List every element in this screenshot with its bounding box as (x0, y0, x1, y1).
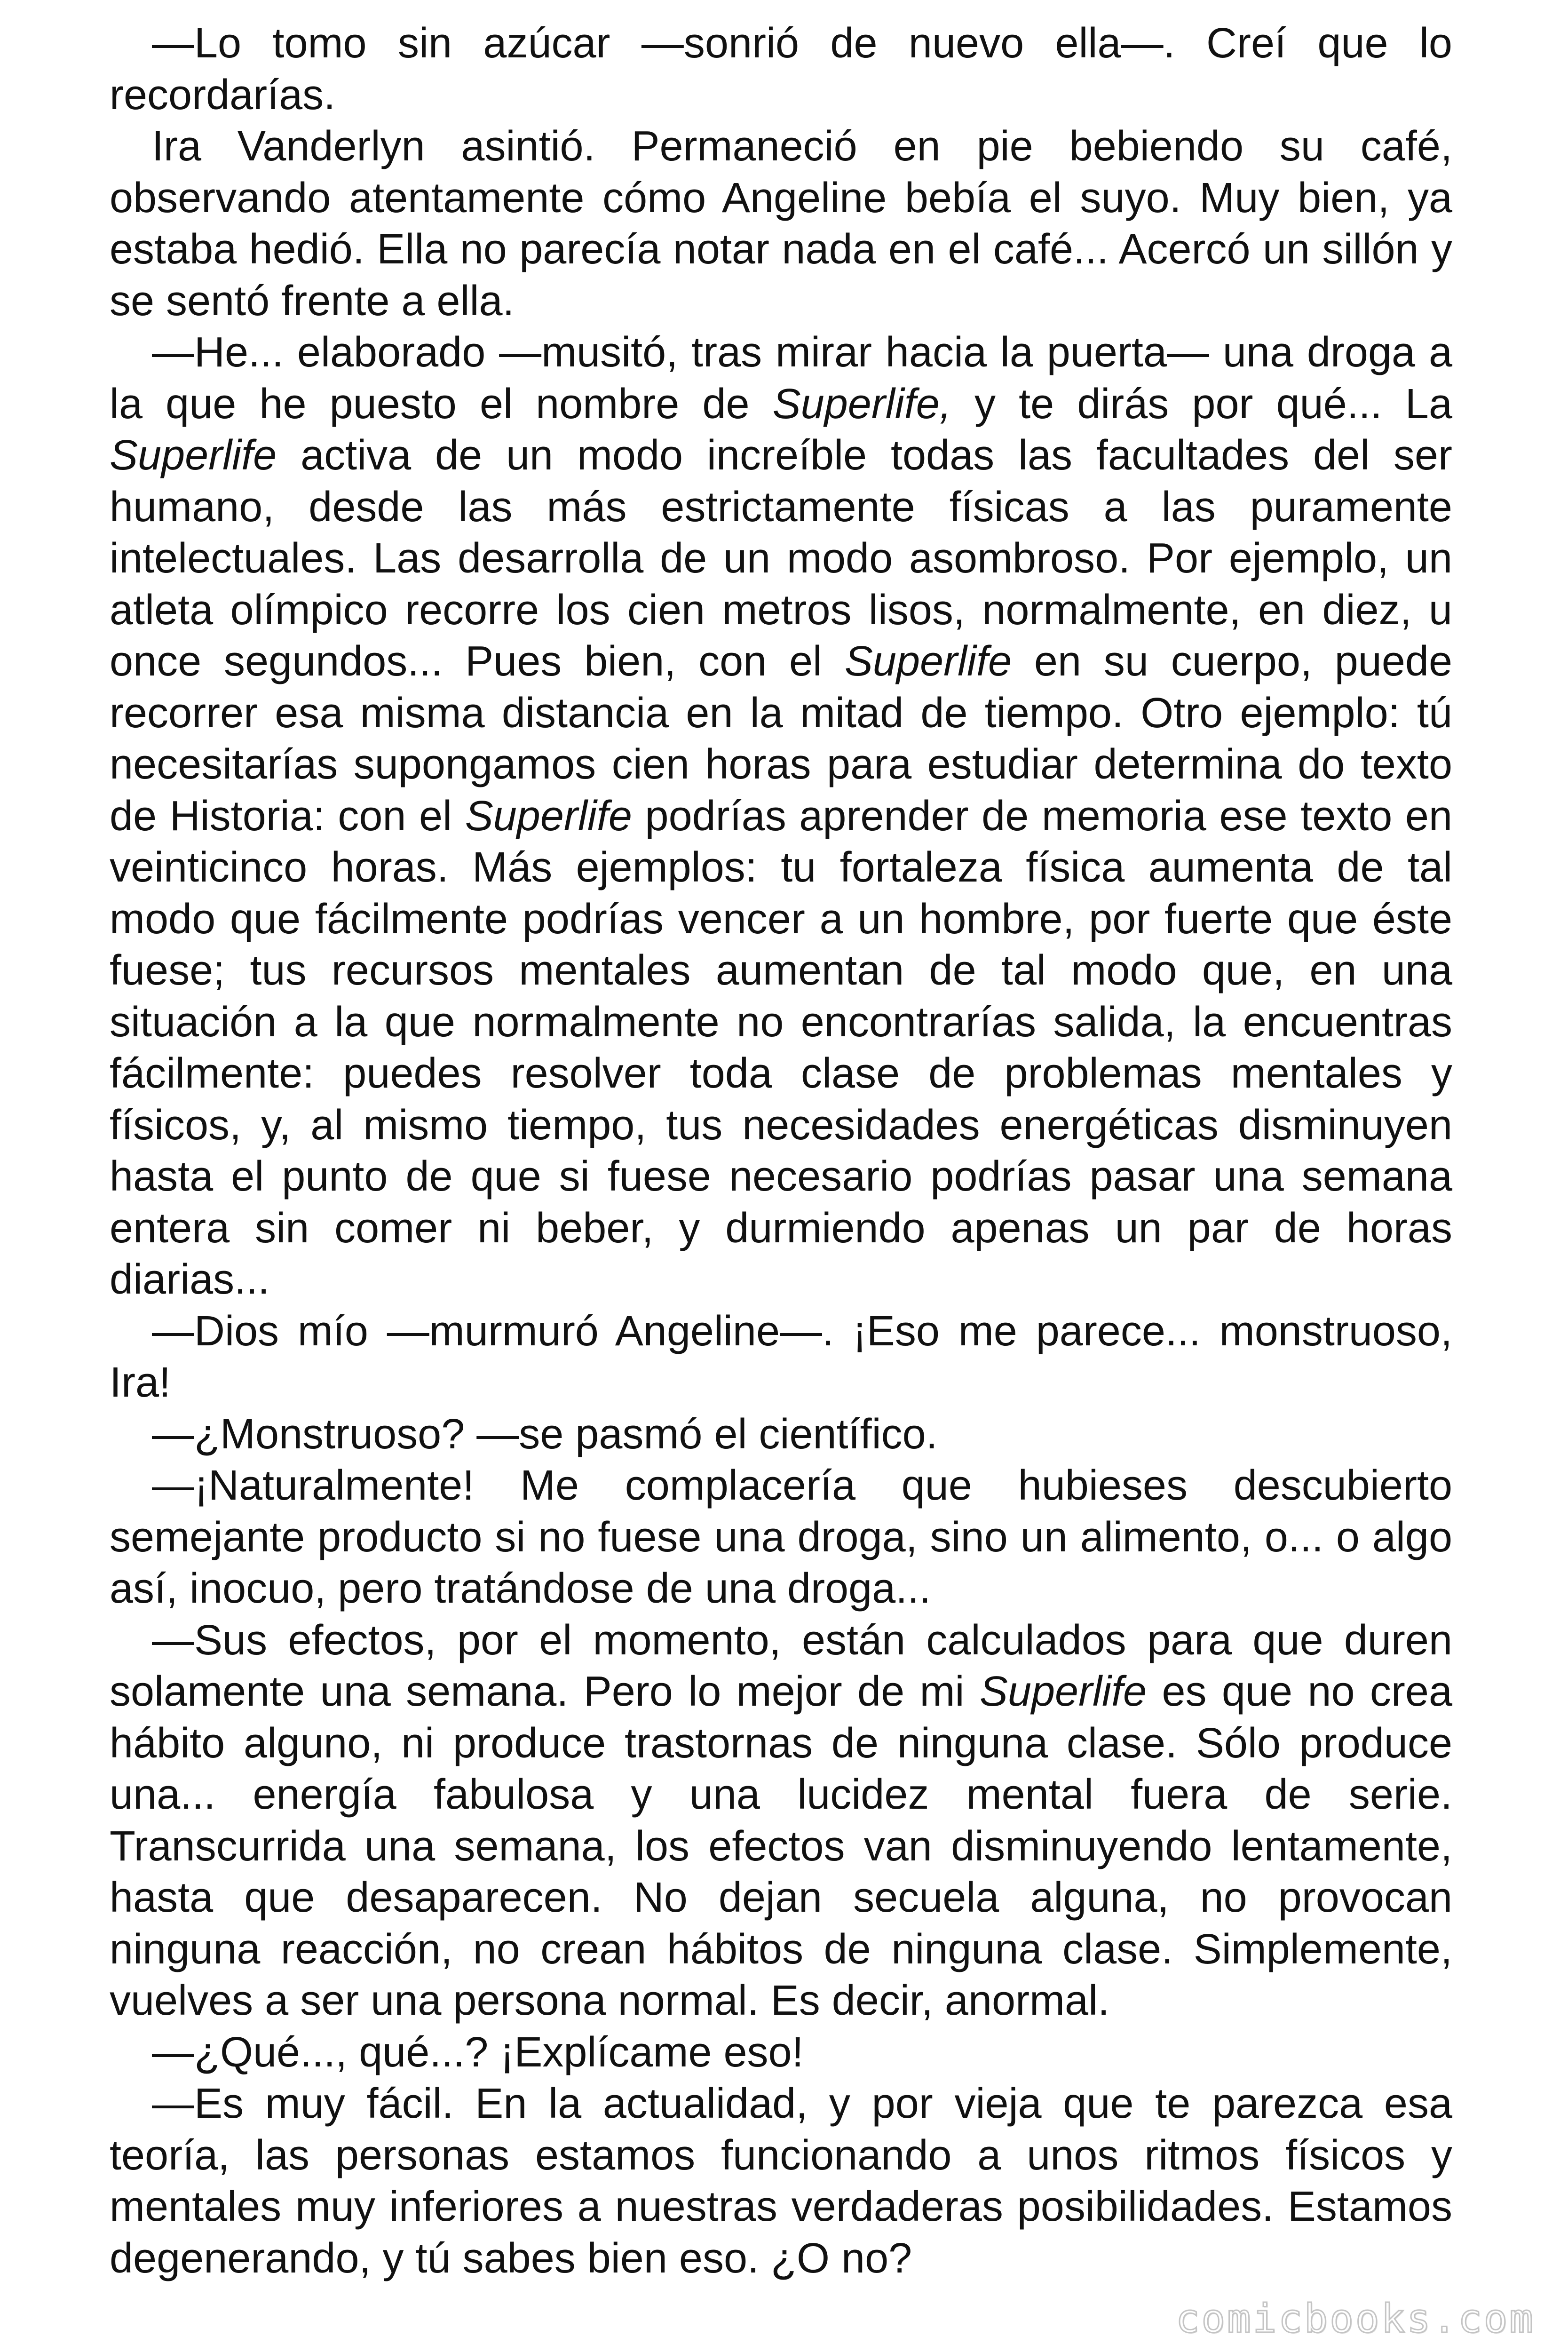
text-run: —¿Monstruoso? —se pasmó el científico. (152, 1410, 938, 1458)
italic-term: Superlife (110, 432, 277, 479)
paragraph (110, 2027, 1452, 2079)
text-run: —He... elaborado —musitó, tras mirar hacia la puerta— una droga a la que he puesto el nombre de (110, 329, 1452, 428)
text-run: es que no crea hábito alguno, ni produce trastornas de ninguna clase. Sólo produce una... energía fabulosa y una lucidez mental fuera de serie. Transcurrida una semana, los efectos van disminuyendo lentamente, hasta que desaparecen. No dejan secuela alguna, no provocan ninguna reacción, no crean hábitos de ninguna clase. Simplemente, vuelves a ser una persona normal. Es decir, anormal. (110, 1668, 1452, 2024)
italic-term: Superlife (979, 1668, 1147, 1715)
paragraph (110, 1615, 1452, 2027)
text-run: —¡Naturalmente! Me complacería que hubieses descubierto semejante producto si no fuese una droga, sino un alimento, o... o algo así, inocuo, pero tratándose de una droga... (110, 1462, 1452, 1612)
paragraph (110, 1306, 1452, 1409)
italic-term: Superlife, (772, 380, 951, 428)
italic-term: Superlife (844, 638, 1012, 685)
paragraph (110, 1409, 1452, 1461)
text-run: activa de un modo increíble todas las facultades del ser humano, desde las más estrictamente físicas a las puramente intelectuales. Las desarrolla de un modo asombroso. Por ejemplo, un atleta olímpico recorre los cien metros lisos, normalmente, en diez, u once segundos... Pues bien, con el (110, 432, 1452, 685)
text-run: y te dirás por qué... La (951, 380, 1452, 428)
text-run: podrías aprender de memoria ese texto en veinticinco horas. Más ejemplos: tu fortaleza física aumenta de tal modo que fácilmente podrías vencer a un hombre, por fuerte que éste fuese; tus recursos mentales aumentan de tal modo que, en una situación a la que normalmente no encontrarías salida, la encuentras fácilmente: puedes resolver toda clase de problemas mentales y físicos, y, al mismo tiempo, tus necesidades energéticas disminuyen hasta el punto de que si fuese necesario podrías pasar una semana entera sin comer ni beber, y durmiendo apenas un par de horas diarias... (110, 792, 1453, 1303)
text-run: —Lo tomo sin azúcar —sonrió de nuevo ella—. Creí que lo recordarías. (110, 20, 1452, 119)
text-run: en su cuerpo, puede recorrer esa misma distancia en la mitad de tiempo. Otro ejemplo: tú necesitarías supongamos cien horas para estudiar determina do texto de Historia: con el (110, 638, 1453, 840)
italic-term: Superlife (465, 792, 632, 840)
paragraph (110, 2078, 1452, 2284)
paragraph (110, 327, 1452, 1306)
text-run: —¿Qué..., qué...? ¡Explícame eso! (152, 2028, 804, 2076)
paragraph (110, 121, 1452, 327)
watermark: comicbooks.com (1175, 2296, 1535, 2342)
paragraph (110, 1460, 1452, 1615)
text-run: —Sus efectos, por el momento, están calculados para que duren solamente una semana. Pero lo mejor de mi (110, 1616, 1452, 1715)
text-run: Ira Vanderlyn asintió. Permaneció en pie bebiendo su café, observando atentamente cómo Angeline bebía el suyo. Muy bien, ya estaba hedió. Ella no parecía notar nada en el café... Acercó un sillón y se sentó frente a ella. (110, 123, 1452, 325)
text-run: —Es muy fácil. En la actualidad, y por vieja que te parezca esa teoría, las personas estamos funcionando a unos ritmos físicos y mentales muy inferiores a nuestras verdaderas posibilidades. Estamos degenerando, y tú sabes bien eso. ¿O no? (110, 2080, 1452, 2282)
book-page (110, 18, 1452, 2284)
text-run: —Dios mío —murmuró Angeline—. ¡Eso me parece... monstruoso, Ira! (110, 1307, 1452, 1406)
paragraph (110, 18, 1452, 121)
